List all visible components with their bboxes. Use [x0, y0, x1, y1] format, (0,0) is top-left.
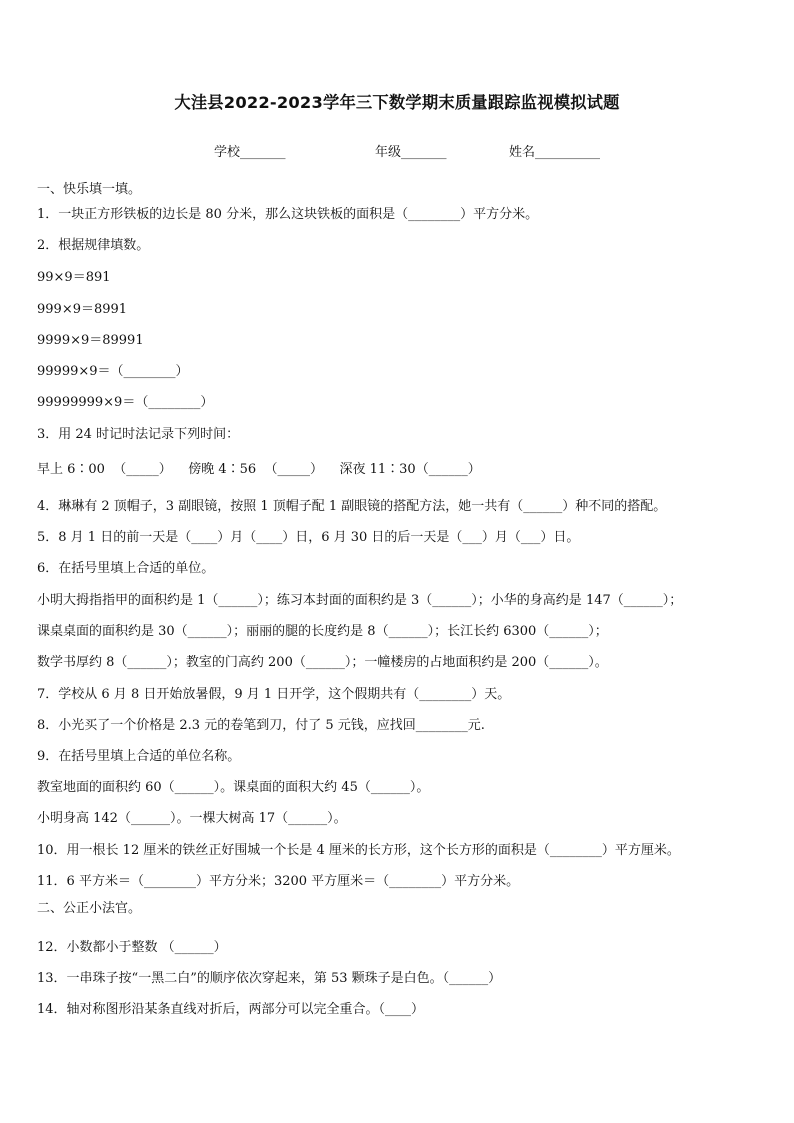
question-3-times: 早上 6∶00 （_____） 傍晚 4∶56 （_____） 深夜 11∶30（______） [37, 462, 481, 477]
question-9-line-1: 教室地面的面积约 60（______）。课桌面的面积大约 45（______）。 [37, 780, 430, 795]
section-heading-judge: 二、公正小法官。 [37, 901, 142, 916]
question-7: 7．学校从 6 月 8 日开始放暑假，9 月 1 日开学，这个假期共有（________）天。 [37, 687, 511, 702]
question-9-line-2: 小明身高 142（______）。一棵大树高 17（______）。 [37, 811, 347, 826]
question-6: 6．在括号里填上合适的单位。 [37, 561, 215, 576]
question-6-line-1: 小明大拇指指甲的面积约是 1（______）；练习本封面的面积约是 3（______）；小华的身高约是 147（______）； [37, 593, 683, 608]
question-2: 2．根据规律填数。 [37, 238, 150, 253]
section-heading-fill-in: 一、快乐填一填。 [37, 182, 142, 197]
pattern-line-1: 99×9＝891 [37, 270, 111, 285]
question-3: 3．用 24 时记时法记录下列时间： [37, 427, 240, 442]
question-8: 8．小光买了一个价格是 2.3 元的卷笔到刀，付了 5 元钱，应找回________元. [37, 718, 485, 733]
pattern-line-4: 99999×9＝（________） [37, 364, 189, 379]
question-6-line-3: 数学书厚约 8（______）；教室的门高约 200（______）；一幢楼房的占地面积约是 200（______）。 [37, 655, 608, 670]
question-13: 13．一串珠子按“一黑二白”的顺序依次穿起来，第 53 颗珠子是白色。（______） [37, 971, 502, 986]
name-field: 姓名__________ [509, 145, 601, 160]
pattern-line-3: 9999×9＝89991 [37, 333, 144, 348]
question-1: 1．一块正方形铁板的边长是 80 分米，那么这块铁板的面积是（________）平方分米。 [37, 207, 539, 222]
question-6-line-2: 课桌桌面的面积约是 30（______）；丽丽的腿的长度约是 8（______）；长江长约 6300（______）； [37, 624, 608, 639]
pattern-line-2: 999×9＝8991 [37, 302, 128, 317]
question-5: 5．8 月 1 日的前一天是（____）月（____）日，6 月 30 日的后一天是（___）月（___）日。 [37, 530, 580, 545]
question-9: 9．在括号里填上合适的单位名称。 [37, 749, 241, 764]
page-title: 大洼县2022-2023学年三下数学期末质量跟踪监视模拟试题 [174, 93, 620, 112]
school-field: 学校_______ [214, 145, 286, 160]
question-4: 4．琳琳有 2 顶帽子，3 副眼镜，按照 1 顶帽子配 1 副眼镜的搭配方法，她一共有（______）种不同的搭配。 [37, 499, 667, 514]
question-14: 14．轴对称图形沿某条直线对折后，两部分可以完全重合。（____） [37, 1002, 425, 1017]
pattern-line-5: 99999999×9＝（________） [37, 395, 214, 410]
question-12: 12．小数都小于整数 （______） [37, 940, 227, 955]
question-11: 11．6 平方米＝（________）平方分米；3200 平方厘米＝（________）平方分米。 [37, 874, 520, 889]
question-10: 10．用一根长 12 厘米的铁丝正好围城一个长是 4 厘米的长方形，这个长方形的面积是（________）平方厘米。 [37, 843, 680, 858]
grade-field: 年级_______ [375, 145, 447, 160]
